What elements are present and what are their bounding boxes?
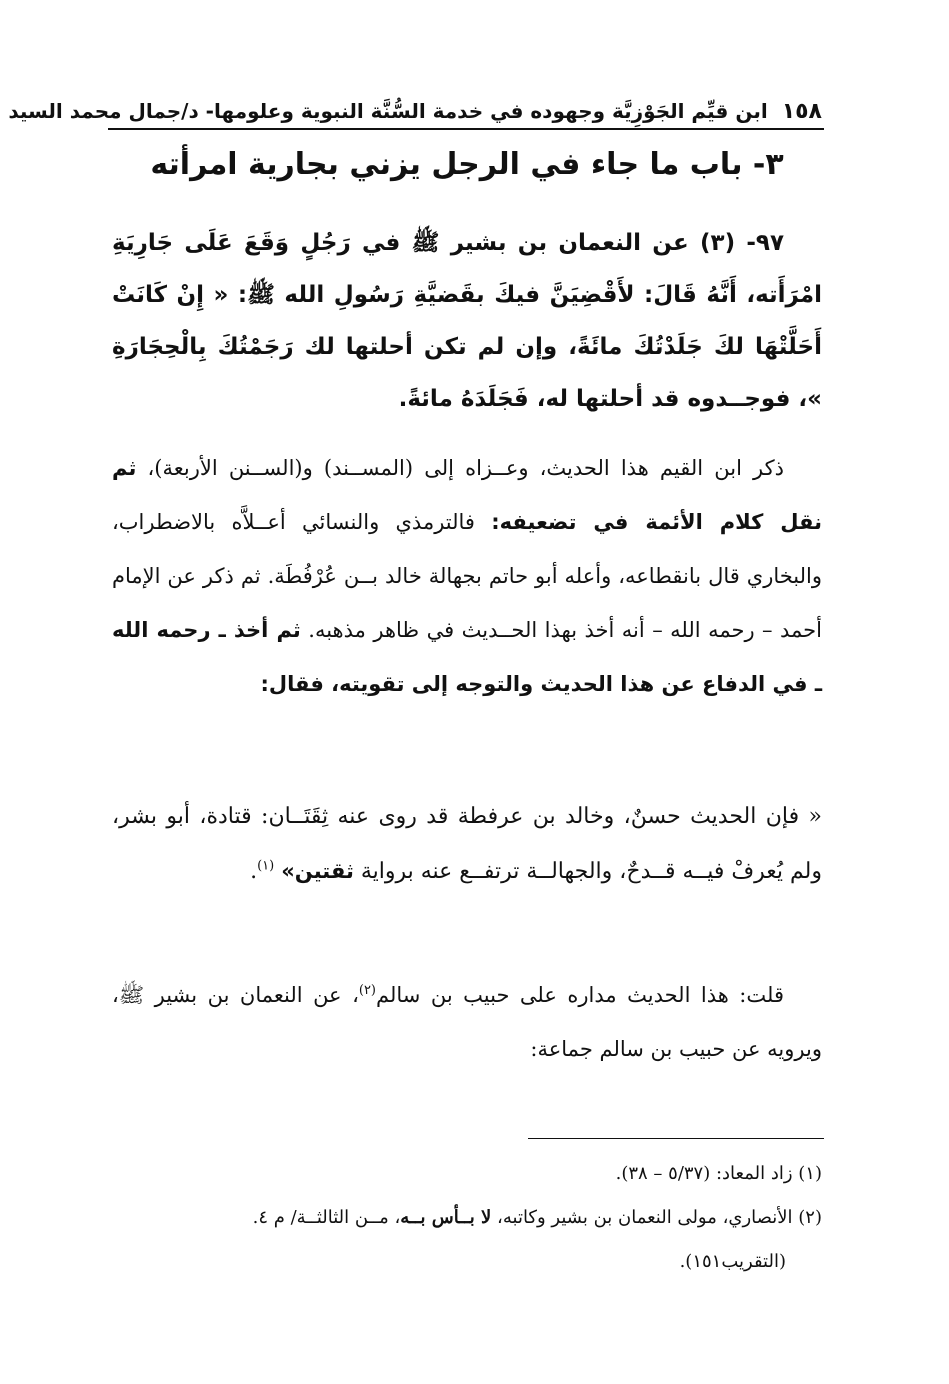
hadith-text (112, 217, 822, 425)
footnote-2-continuation: (التقريب١٥١). (679, 1251, 786, 1272)
commentary-1-bold-1: ثم نقل كلام الأئمة في تضعيفه: (112, 456, 822, 534)
footnote-separator (528, 1138, 824, 1139)
hadith-lead: ٩٧- (٣) عن النعمان بن بشير ﷺ في رَجُلٍ وَقَعَ عَلَى جَارِيَةِ (112, 230, 784, 256)
running-title: ابن قيِّم الجَوْزِيَّة وجهوده في خدمة السُّنَّة النبوية وعلومها- د/جمال محمد السيد (8, 99, 768, 123)
footnotes (112, 1152, 822, 1284)
commentary-paragraph-2 (112, 968, 822, 1076)
header-rule (108, 128, 824, 130)
footnote-1: (١) زاد المعاد: (٥/٣٧ – ٣٨). (615, 1163, 822, 1184)
commentary-2-part-2: ، عن النعمان بن بشير ﷺ، ويرويه عن حبيب بن سالم جماعة: (112, 983, 822, 1061)
quoted-passage (112, 790, 822, 899)
footnote-ref-1: (١) (257, 858, 275, 874)
footnote-2-part-2: ، مــن الثالثــة/ م ٤. (252, 1207, 401, 1228)
running-header (8, 94, 822, 128)
commentary-1-part-1: ذكر ابن القيم هذا الحديث، وعــزاه إلى (المســند) و(الســنن الأربعة)، (136, 456, 784, 480)
quote-bold-end: ثقتين» (281, 859, 354, 883)
chapter-title: ٣- باب ما جاء في الرجل يزني بجارية امرأته (150, 147, 784, 182)
page-number: ١٥٨ (781, 98, 822, 124)
footnote-2 (112, 1196, 822, 1240)
commentary-1-part-2: فالترمذي والنسائي أعــلاَّه بالاضطراب، والبخاري قال بانقطاعه، وأعله أبو حاتم بجهالة خالد بــن عُرْفُطَة. ثم ذكر عن الإمام أحمد – رحمه الله – أنه أخذ بهذا الحــديث في ظاهر مذهبه. (112, 510, 822, 642)
footnote-2-part-1: (٢) الأنصاري، مولى النعمان بن بشير وكاتبه، (491, 1207, 822, 1228)
commentary-paragraph-1 (112, 441, 822, 711)
quote-text: « فإن الحديث حسنٌ، وخالد بن عرفطة قد روى عنه ثِقَتَــان: قتادة، أبو بشر، ولم يُعرفْ فيــه قــدحٌ، والجهالــة ترتفــع عنه برواية (112, 804, 822, 884)
hadith-body: امْرَأَته، أَنَّهُ قَالَ: لأَقْضِيَنَّ فيكَ بقَضيَّةِ رَسُولِ الله ﷺ: « إِنْ كَانَتْ أَحَلَّتْهَا لكَ جَلَدْتُكَ مائَةً، وإن لم تكن أحلتها لك رَجَمْتُكَ بِالْحِجَارَةِ »، فوجــدوه قد أحلتها له، فَجَلَدَهُ مائةً. (112, 282, 822, 412)
footnote-2-bold: لا بــأس بــه (400, 1207, 492, 1228)
commentary-1-bold-2: ثم أخذ ـ رحمه الله ـ في الدفاع عن هذا الحديث والتوجه إلى تقويته، فقال: (112, 618, 822, 696)
quote-end: . (250, 859, 258, 884)
footnote-ref-2: (٢) (358, 983, 376, 998)
commentary-2-part-1: قلت: هذا الحديث مداره على حبيب بن سالم (376, 983, 784, 1007)
